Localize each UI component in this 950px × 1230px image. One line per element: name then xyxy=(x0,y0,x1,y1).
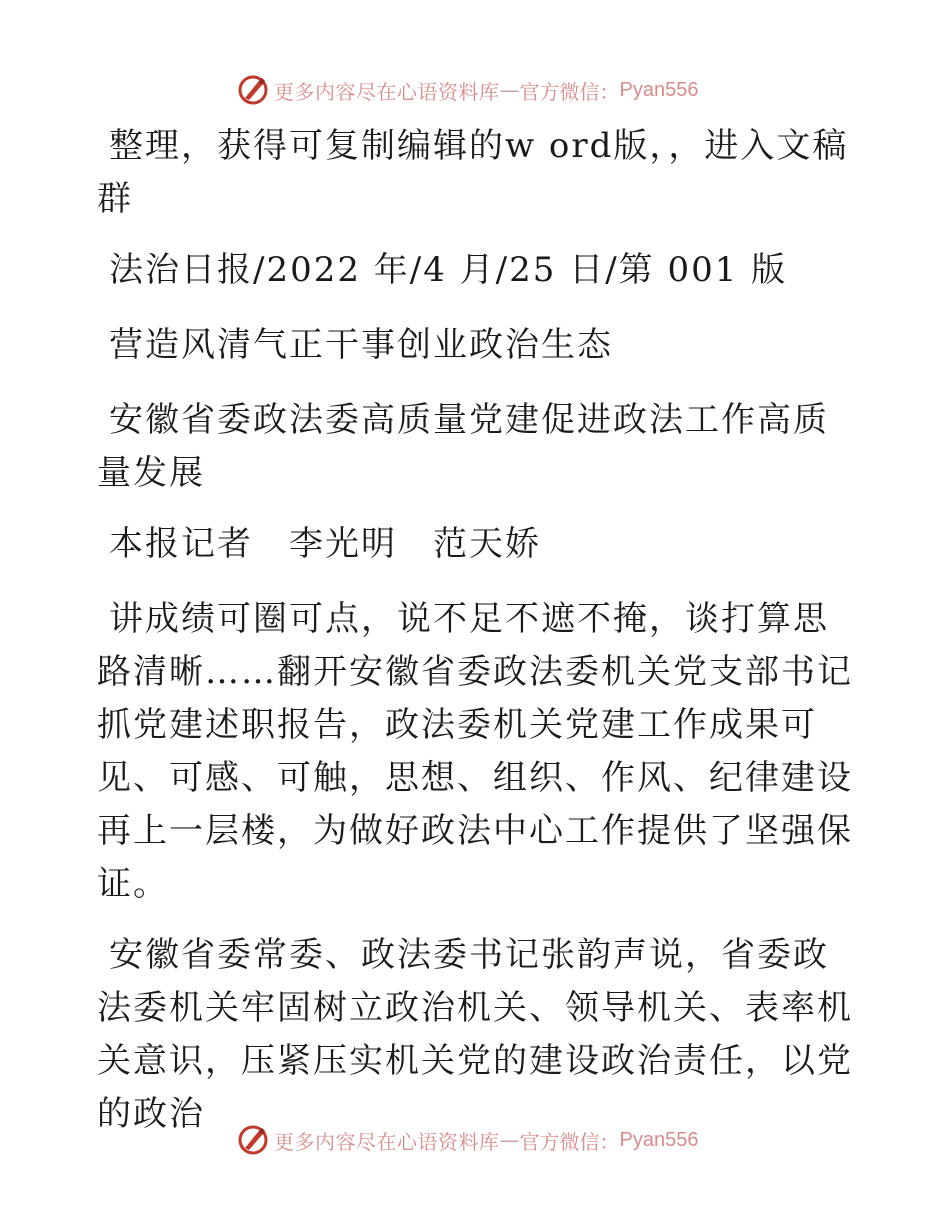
pen-circle-logo-icon xyxy=(236,1123,270,1157)
header-watermark xyxy=(236,72,756,108)
watermark-wechat-label: 官方微信： xyxy=(519,1129,620,1154)
watermark-text: 更多内容尽在心语资料库 xyxy=(274,1129,500,1154)
watermark-dash: — xyxy=(499,1128,520,1152)
article-byline: 本报记者 李光明 范天娇 xyxy=(109,524,541,564)
body-paragraph: 安徽省委常委、政法委书记张韵声说，省委政法委机关牢固树立政治机关、领导机关、表率机关意识，压紧压实机关党的建设政治责任，以党的政治 xyxy=(97,935,853,1134)
watermark-wechat-label: 官方微信： xyxy=(519,79,620,104)
watermark-dash: — xyxy=(499,78,520,102)
body-paragraph: 讲成绩可圈可点，说不足不遮不掩，谈打算思路清晰……翻开安徽省委政法委机关党支部书记抓党建述职报告，政法委机关党建工作成果可见、可感、可触，思想、组织、作风、纪律建设再上一层楼，为做好政法中心工作提供了坚强保证。 xyxy=(97,599,853,904)
paragraph-source: 法治日报/2022 年/4 月/25 日/第 001 版 xyxy=(109,250,788,290)
paragraph-intro: 整理，获得可复制编辑的w ord版，，进入文稿群 xyxy=(97,126,849,219)
document-body xyxy=(97,120,857,1159)
pen-circle-logo-icon xyxy=(236,73,270,107)
article-title: 营造风清气正干事创业政治生态 xyxy=(109,325,613,365)
watermark-text: 更多内容尽在心语资料库 xyxy=(274,79,500,104)
watermark-wechat-id: Pyan556 xyxy=(619,78,699,101)
article-subtitle: 安徽省委政法委高质量党建促进政法工作高质量发展 xyxy=(97,400,829,493)
watermark-wechat-id: Pyan556 xyxy=(619,1128,699,1151)
footer-watermark xyxy=(236,1122,756,1158)
